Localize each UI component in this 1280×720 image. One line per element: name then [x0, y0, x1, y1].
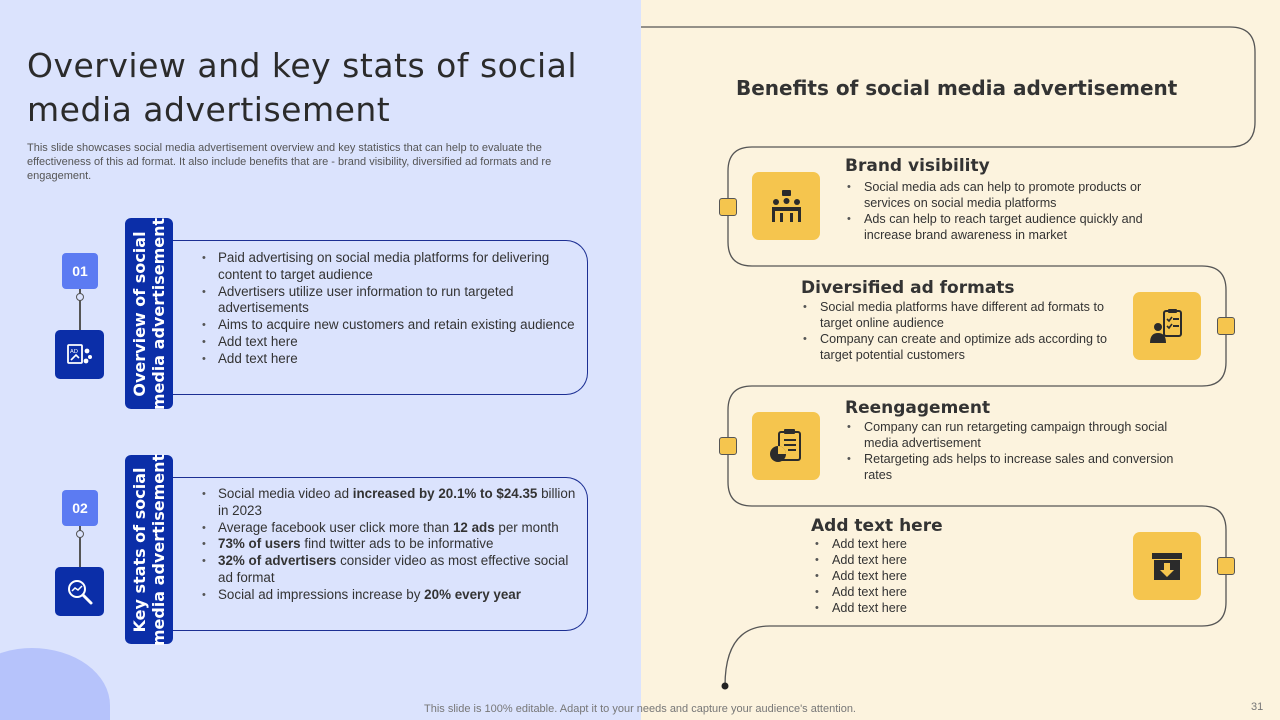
bullet-item: [200, 317, 580, 334]
timeline-node: [719, 437, 737, 455]
bullet-text: billion in 2023: [218, 486, 576, 518]
page-number: 31: [1251, 701, 1264, 713]
bullet-text: Paid advertising on social media platforms for delivering content to target audience: [218, 250, 550, 282]
bullet-item: [200, 486, 580, 520]
benefits-title: Benefits of social media advertisement: [736, 76, 1178, 100]
bullet-highlight: increased by 20.1% to $24.35: [352, 486, 538, 501]
benefit-bullets: [801, 299, 1121, 363]
section-number-badge: 01: [62, 253, 98, 289]
bullet-item: • Add text here: [813, 536, 1113, 552]
bullet-highlight: 20% every year: [424, 586, 521, 602]
bullet-text: Social media video ad: [218, 486, 353, 501]
bullet-item: • Social media platforms have different ad formats to target online audience: [801, 299, 1121, 331]
bullet-item: [200, 250, 580, 284]
bullet-item: [200, 284, 580, 318]
bullet-highlight: 73% of users: [218, 536, 301, 552]
bullet-text: per month: [494, 519, 559, 535]
bullet-text: Social ad impressions increase by: [218, 586, 425, 602]
slide-subtitle: This slide showcases social media advertisement overview and key statistics that can help to evaluate the effectiveness of this ad format. It also include benefits that are - brand visibility, diversified ad formats and re engagement.: [27, 142, 552, 182]
section-tab-label: Key stats of social media advertisement: [130, 453, 169, 646]
bullet-item: [200, 587, 580, 604]
section-tab-key-stats: [125, 455, 173, 644]
bullet-item: [200, 553, 580, 587]
clipboard-chart-icon: [752, 412, 820, 480]
benefit-bullets: [813, 536, 1113, 616]
connector-dot: [76, 293, 84, 301]
bullet-item: • Social media ads can help to promote products or services on social media platforms: [845, 179, 1175, 211]
team-meeting-icon: [752, 172, 820, 240]
bullet-item: [200, 536, 580, 553]
bullet-item: [200, 351, 580, 368]
overview-bullets: [200, 250, 580, 368]
analytics-magnifier-icon: [55, 567, 104, 616]
bullet-text: Advertisers utilize user information to run targeted advertisements: [218, 283, 514, 316]
slide-title: Overview and key stats of social media advertisement: [27, 46, 578, 129]
svg-text:AD: AD: [69, 348, 78, 355]
section-tab-overview: [125, 218, 173, 409]
person-checklist-icon: [1133, 292, 1201, 360]
benefit-heading: Diversified ad formats: [801, 278, 1015, 298]
timeline-node: [1217, 557, 1235, 575]
key-stats-bullets: [200, 486, 580, 604]
section-tab-label: Overview of social media advertisement: [130, 217, 169, 410]
footer-note: This slide is 100% editable. Adapt it to your needs and capture your audience's attention.: [424, 703, 856, 715]
bullet-text: Aims to acquire new customers and retain existing audience: [218, 317, 575, 333]
ad-megaphone-icon: [55, 330, 104, 379]
bullet-item: • Company can run retargeting campaign through social media advertisement: [845, 419, 1175, 451]
bullet-item: [200, 520, 580, 537]
timeline-node: [719, 198, 737, 216]
benefit-bullets: [845, 179, 1175, 243]
bullet-item: • Ads can help to reach target audience quickly and increase brand awareness in market: [845, 211, 1175, 243]
bullet-item: • Add text here: [813, 584, 1113, 600]
bullet-text: Average facebook user click more than: [218, 519, 453, 535]
bullet-item: • Retargeting ads helps to increase sales and conversion rates: [845, 451, 1175, 483]
bullet-item: • Add text here: [813, 568, 1113, 584]
bullet-item: • Add text here: [813, 600, 1113, 616]
benefit-heading: Brand visibility: [845, 156, 990, 176]
bullet-item: • Company can create and optimize ads according to target potential customers: [801, 331, 1121, 363]
benefit-heading: Add text here: [811, 516, 943, 536]
bullet-text: consider video as most effective social ad format: [218, 553, 569, 585]
bullet-text: find twitter ads to be informative: [300, 536, 494, 552]
section-number-badge: 02: [62, 490, 98, 526]
bullet-highlight: 12 ads: [452, 519, 495, 535]
timeline-node: [1217, 317, 1235, 335]
bullet-item: [200, 334, 580, 351]
bullet-item: • Add text here: [813, 552, 1113, 568]
box-download-icon: [1133, 532, 1201, 600]
benefit-bullets: [845, 419, 1175, 483]
bullet-text: Add text here: [218, 350, 298, 366]
benefit-heading: Reengagement: [845, 398, 991, 418]
connector-dot: [76, 530, 84, 538]
bullet-text: Add text here: [218, 333, 298, 349]
bullet-highlight: 32% of advertisers: [218, 553, 337, 569]
